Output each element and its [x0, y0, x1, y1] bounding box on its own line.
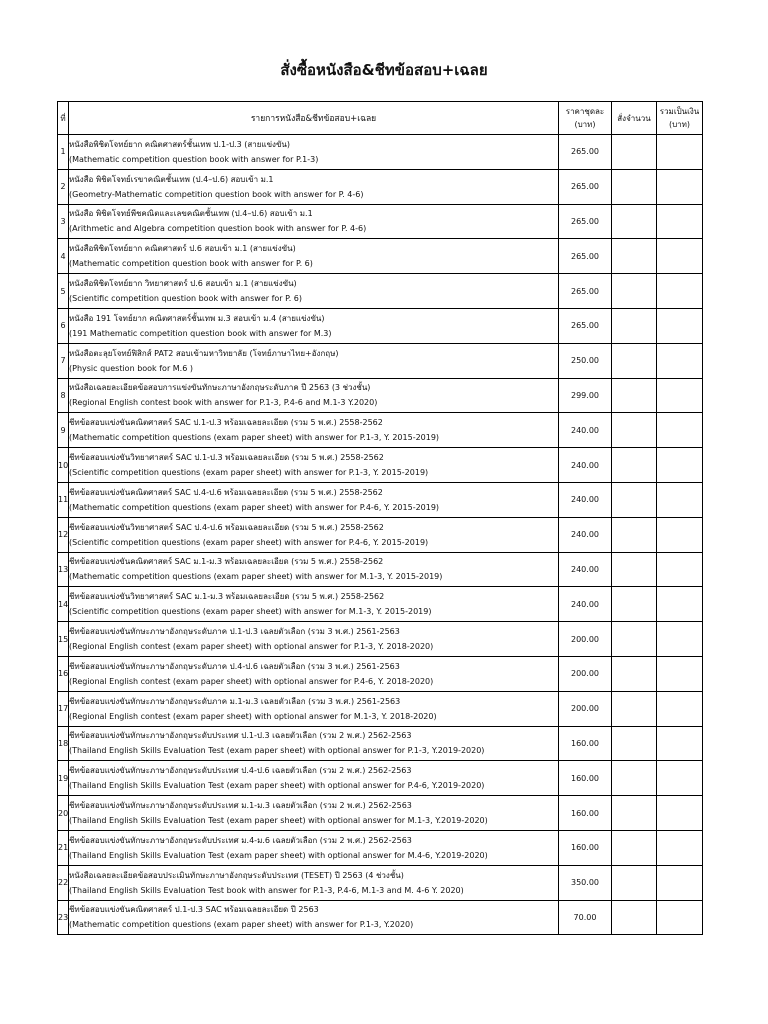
item-total-cell: [657, 169, 703, 204]
item-total-cell: [657, 656, 703, 691]
item-description: [69, 448, 559, 483]
item-number: 14: [58, 587, 69, 622]
header-total: [657, 102, 703, 135]
item-number: 16: [58, 656, 69, 691]
item-title-english: (Thailand English Skills Evaluation Test (exam paper sheet) with optional answer for P.1-3, Y.2019-2020): [69, 746, 485, 756]
item-total-cell: [657, 796, 703, 831]
table-row: [58, 448, 703, 483]
item-number: 20: [58, 796, 69, 831]
item-price: 350.00: [559, 865, 612, 900]
item-price: 265.00: [559, 274, 612, 309]
item-number: 4: [58, 239, 69, 274]
item-title-english: (Thailand English Skills Evaluation Test (exam paper sheet) with optional answer for M.4-6, Y.2019-2020): [69, 850, 488, 860]
item-description: [69, 656, 559, 691]
table-row: [58, 656, 703, 691]
item-title-english: (Regional English contest (exam paper sheet) with optional answer for P.4-6, Y. 2018-2020): [69, 676, 434, 686]
item-description: [69, 691, 559, 726]
item-total-cell: [657, 448, 703, 483]
item-title-thai: ชีทข้อสอบแข่งขันวิทยาศาสตร์ SAC ป.4-ป.6 พร้อมเฉลยละเอียด (รวม 5 พ.ศ.) 2558-2562: [69, 522, 384, 532]
item-description: [69, 552, 559, 587]
item-price: 240.00: [559, 413, 612, 448]
item-quantity-cell[interactable]: [612, 169, 657, 204]
table-row: [58, 552, 703, 587]
item-title-english: (Mathematic competition questions (exam paper sheet) with answer for P.4-6, Y. 2015-2019): [69, 502, 440, 512]
item-total-cell: [657, 517, 703, 552]
item-number: 17: [58, 691, 69, 726]
item-total-cell: [657, 413, 703, 448]
item-quantity-cell[interactable]: [612, 135, 657, 170]
item-quantity-cell[interactable]: [612, 691, 657, 726]
table-row: [58, 796, 703, 831]
item-number: 6: [58, 308, 69, 343]
item-description: [69, 204, 559, 239]
item-quantity-cell[interactable]: [612, 865, 657, 900]
header-price-label: ราคาชุดละ: [565, 107, 605, 116]
item-description: [69, 622, 559, 657]
item-total-cell: [657, 308, 703, 343]
item-title-thai: หนังสือ พิชิตโจทย์พีชคณิตและเลขคณิตชั้นเทพ (ป.4–ป.6) สอบเข้า ม.1: [69, 209, 313, 219]
item-quantity-cell[interactable]: [612, 900, 657, 935]
item-price: 265.00: [559, 204, 612, 239]
item-description: [69, 308, 559, 343]
item-number: 10: [58, 448, 69, 483]
item-total-cell: [657, 274, 703, 309]
item-description: [69, 761, 559, 796]
table-row: [58, 308, 703, 343]
item-quantity-cell[interactable]: [612, 308, 657, 343]
item-title-english: (Scientific competition questions (exam paper sheet) with answer for P.4-6, Y. 2015-2019): [69, 537, 429, 547]
item-title-english: (Mathematic competition questions (exam paper sheet) with answer for P.1-3, Y. 2015-2019): [69, 433, 440, 443]
item-price: 265.00: [559, 239, 612, 274]
item-description: [69, 343, 559, 378]
item-total-cell: [657, 482, 703, 517]
item-number: 19: [58, 761, 69, 796]
table-row: [58, 622, 703, 657]
item-price: 200.00: [559, 622, 612, 657]
item-title-english: (Regional English contest book with answer for P.1-3, P.4-6 and M.1-3 Y.2020): [69, 398, 378, 408]
item-number: 12: [58, 517, 69, 552]
item-number: 9: [58, 413, 69, 448]
item-title-english: (Physic question book for M.6 ): [69, 363, 193, 373]
item-number: 7: [58, 343, 69, 378]
item-price: 200.00: [559, 656, 612, 691]
item-quantity-cell[interactable]: [612, 552, 657, 587]
item-description: [69, 865, 559, 900]
item-title-thai: หนังสือเฉลยละเอียดข้อสอบการแข่งขันทักษะภาษาอังกฤษระดับภาค ปี 2563 (3 ช่วงชั้น): [69, 383, 371, 393]
item-number: 11: [58, 482, 69, 517]
table-row: [58, 204, 703, 239]
header-price-unit: (บาท): [574, 120, 596, 129]
item-title-thai: หนังสือ 191 โจทย์ยาก คณิตศาสตร์ชั้นเทพ ม.3 สอบเข้า ม.4 (สายแข่งขัน): [69, 313, 325, 323]
item-price: 160.00: [559, 761, 612, 796]
item-total-cell: [657, 239, 703, 274]
item-price: 250.00: [559, 343, 612, 378]
item-quantity-cell[interactable]: [612, 656, 657, 691]
table-row: [58, 761, 703, 796]
item-title-thai: ชีทข้อสอบแข่งขันคณิตศาสตร์ SAC ป.1-ป.3 พร้อมเฉลยละเอียด (รวม 5 พ.ศ.) 2558-2562: [69, 418, 383, 428]
item-title-english: (Mathematic competition question book with answer for P. 6): [69, 259, 313, 269]
header-quantity: [612, 102, 657, 135]
item-total-cell: [657, 622, 703, 657]
item-price: 240.00: [559, 482, 612, 517]
item-title-thai: ชีทข้อสอบแข่งขันทักษะภาษาอังกฤษระดับประเทศ ม.1-ม.3 เฉลยตัวเลือก (รวม 2 พ.ศ.) 2562-2563: [69, 801, 412, 811]
item-number: 23: [58, 900, 69, 935]
table-row: [58, 169, 703, 204]
item-number: 1: [58, 135, 69, 170]
header-description: รายการหนังสือ&ชีทข้อสอบ+เฉลย: [69, 102, 559, 135]
item-title-thai: ชีทข้อสอบแข่งขันวิทยาศาสตร์ SAC ม.1-ม.3 พร้อมเฉลยละเอียด (รวม 5 พ.ศ.) 2558-2562: [69, 592, 385, 602]
item-quantity-cell[interactable]: [612, 587, 657, 622]
header-total-unit: (บาท): [668, 120, 691, 129]
page-title: สั่งซื้อหนังสือ&ชีทข้อสอบ+เฉลย: [280, 61, 488, 79]
item-title-thai: หนังสือพิชิตโจทย์ยาก คณิตศาสตร์ ป.6 สอบเข้า ม.1 (สายแข่งขัน): [69, 244, 296, 254]
item-title-thai: ชีทข้อสอบแข่งขันทักษะภาษาอังกฤษระดับประเทศ ป.4-ป.6 เฉลยตัวเลือก (รวม 2 พ.ศ.) 2562-2563: [69, 766, 412, 776]
item-title-english: (Thailand English Skills Evaluation Test book with answer for P.1-3, P.4-6, M.1-3 and M. 4-6 Y. 2020): [69, 885, 464, 895]
table-header-row: [58, 102, 703, 135]
item-number: 8: [58, 378, 69, 413]
item-total-cell: [657, 761, 703, 796]
item-quantity-cell[interactable]: [612, 413, 657, 448]
item-title-english: (Regional English contest (exam paper sheet) with optional answer for P.1-3, Y. 2018-2020): [69, 642, 434, 652]
item-title-english: (Geometry-Mathematic competition question book with answer for P. 4-6): [69, 189, 364, 199]
item-description: [69, 726, 559, 761]
item-number: 3: [58, 204, 69, 239]
item-price: 265.00: [559, 135, 612, 170]
header-quantity-label: สั่งจำนวน: [617, 113, 651, 123]
item-description: [69, 413, 559, 448]
item-number: 15: [58, 622, 69, 657]
item-total-cell: [657, 378, 703, 413]
item-number: 2: [58, 169, 69, 204]
item-description: [69, 587, 559, 622]
item-total-cell: [657, 830, 703, 865]
table-row: [58, 482, 703, 517]
item-price: 160.00: [559, 796, 612, 831]
item-description: [69, 239, 559, 274]
item-price: 299.00: [559, 378, 612, 413]
item-title-english: (Mathematic competition questions (exam paper sheet) with answer for M.1-3, Y. 2015-2019): [69, 572, 443, 582]
item-description: [69, 830, 559, 865]
item-price: 70.00: [559, 900, 612, 935]
item-price: 240.00: [559, 448, 612, 483]
item-quantity-cell[interactable]: [612, 204, 657, 239]
item-quantity-cell[interactable]: [612, 239, 657, 274]
item-title-english: (191 Mathematic competition question book with answer for M.3): [69, 328, 332, 338]
item-description: [69, 378, 559, 413]
item-title-thai: ชีทข้อสอบแข่งขันคณิตศาสตร์ SAC ป.4-ป.6 พร้อมเฉลยละเอียด (รวม 5 พ.ศ.) 2558-2562: [69, 487, 383, 497]
item-total-cell: [657, 900, 703, 935]
table-row: [58, 726, 703, 761]
item-total-cell: [657, 343, 703, 378]
item-title-thai: ชีทข้อสอบแข่งขันคณิตศาสตร์ SAC ม.1-ม.3 พร้อมเฉลยละเอียด (รวม 5 พ.ศ.) 2558-2562: [69, 557, 384, 567]
item-price: 265.00: [559, 308, 612, 343]
item-price: 240.00: [559, 517, 612, 552]
table-row: [58, 413, 703, 448]
item-price: 240.00: [559, 552, 612, 587]
item-title-thai: ชีทข้อสอบแข่งขันทักษะภาษาอังกฤษระดับภาค ป.1-ป.3 เฉลยตัวเลือก (รวม 3 พ.ศ.) 2561-2563: [69, 627, 400, 637]
item-total-cell: [657, 135, 703, 170]
item-description: [69, 482, 559, 517]
item-title-thai: ชีทข้อสอบแข่งขันทักษะภาษาอังกฤษระดับภาค ป.4-ป.6 เฉลยตัวเลือก (รวม 3 พ.ศ.) 2561-2563: [69, 661, 400, 671]
item-quantity-cell[interactable]: [612, 448, 657, 483]
item-title-english: (Scientific competition question book with answer for P. 6): [69, 294, 302, 304]
item-description: [69, 169, 559, 204]
item-quantity-cell[interactable]: [612, 796, 657, 831]
table-row: [58, 691, 703, 726]
item-title-english: (Regional English contest (exam paper sheet) with optional answer for M.1-3, Y. 2018-2020): [69, 711, 437, 721]
item-total-cell: [657, 865, 703, 900]
item-description: [69, 135, 559, 170]
item-number: 13: [58, 552, 69, 587]
item-total-cell: [657, 587, 703, 622]
item-title-english: (Arithmetic and Algebra competition question book with answer for P. 4-6): [69, 224, 367, 234]
table-row: [58, 135, 703, 170]
item-title-english: (Thailand English Skills Evaluation Test (exam paper sheet) with optional answer for P.4-6, Y.2019-2020): [69, 781, 485, 791]
item-number: 21: [58, 830, 69, 865]
item-description: [69, 274, 559, 309]
item-quantity-cell[interactable]: [612, 378, 657, 413]
table-row: [58, 378, 703, 413]
item-description: [69, 517, 559, 552]
item-title-thai: ชีทข้อสอบแข่งขันทักษะภาษาอังกฤษระดับประเทศ ป.1-ป.3 เฉลยตัวเลือก (รวม 2 พ.ศ.) 2562-2563: [69, 731, 412, 741]
item-title-thai: หนังสือตะลุยโจทย์ฟิสิกส์ PAT2 สอบเข้ามหาวิทยาลัย (โจทย์ภาษาไทย+อังกฤษ): [69, 348, 339, 358]
item-description: [69, 796, 559, 831]
order-table: [57, 101, 703, 935]
item-price: 200.00: [559, 691, 612, 726]
item-title-thai: ชีทข้อสอบแข่งขันทักษะภาษาอังกฤษระดับภาค ม.1-ม.3 เฉลยตัวเลือก (รวม 3 พ.ศ.) 2561-2563: [69, 696, 401, 706]
item-number: 5: [58, 274, 69, 309]
item-total-cell: [657, 726, 703, 761]
table-row: [58, 517, 703, 552]
item-number: 22: [58, 865, 69, 900]
item-title-thai: หนังสือ พิชิตโจทย์เรขาคณิตชั้นเทพ (ป.4–ป.6) สอบเข้า ม.1: [69, 174, 274, 184]
item-quantity-cell[interactable]: [612, 482, 657, 517]
item-title-english: (Scientific competition questions (exam paper sheet) with answer for M.1-3, Y. 2015-2019): [69, 607, 432, 617]
table-row: [58, 865, 703, 900]
table-row: [58, 343, 703, 378]
item-title-thai: หนังสือพิชิตโจทย์ยาก คณิตศาสตร์ชั้นเทพ ป.1-ป.3 (สายแข่งขัน): [69, 139, 291, 149]
item-description: [69, 900, 559, 935]
item-price: 265.00: [559, 169, 612, 204]
item-quantity-cell[interactable]: [612, 343, 657, 378]
item-price: 160.00: [559, 726, 612, 761]
table-row: [58, 239, 703, 274]
item-title-english: (Thailand English Skills Evaluation Test (exam paper sheet) with optional answer for M.1-3, Y.2019-2020): [69, 816, 488, 826]
item-title-english: (Scientific competition questions (exam paper sheet) with answer for P.1-3, Y. 2015-2019): [69, 468, 429, 478]
header-no: ที่: [58, 102, 69, 135]
header-total-label: รวมเป็นเงิน: [659, 107, 700, 116]
item-quantity-cell[interactable]: [612, 622, 657, 657]
item-title-thai: หนังสือพิชิตโจทย์ยาก วิทยาศาสตร์ ป.6 สอบเข้า ม.1 (สายแข่งขัน): [69, 279, 297, 289]
item-quantity-cell[interactable]: [612, 517, 657, 552]
item-total-cell: [657, 552, 703, 587]
item-number: 18: [58, 726, 69, 761]
item-title-thai: ชีทข้อสอบแข่งขันทักษะภาษาอังกฤษระดับประเทศ ม.4-ม.6 เฉลยตัวเลือก (รวม 2 พ.ศ.) 2562-2563: [69, 835, 412, 845]
item-quantity-cell[interactable]: [612, 830, 657, 865]
item-title-thai: ชีทข้อสอบแข่งขันวิทยาศาสตร์ SAC ป.1-ป.3 พร้อมเฉลยละเอียด (รวม 5 พ.ศ.) 2558-2562: [69, 453, 384, 463]
table-row: [58, 900, 703, 935]
item-price: 240.00: [559, 587, 612, 622]
item-title-english: (Mathematic competition question book with answer for P.1-3): [69, 154, 319, 164]
table-row: [58, 274, 703, 309]
table-row: [58, 830, 703, 865]
item-total-cell: [657, 204, 703, 239]
item-quantity-cell[interactable]: [612, 761, 657, 796]
item-title-thai: หนังสือเฉลยละเอียดข้อสอบประเมินทักษะภาษาอังกฤษระดับประเทศ (TESET) ปี 2563 (4 ช่วงชั้น): [69, 870, 404, 880]
item-title-thai: ชีทข้อสอบแข่งขันคณิตศาสตร์ ป.1-ป.3 SAC พร้อมเฉลยละเอียด ปี 2563: [69, 905, 319, 915]
header-price: [559, 102, 612, 135]
item-title-english: (Mathematic competition questions (exam paper sheet) with answer for P.1-3, Y.2020): [69, 920, 414, 930]
item-quantity-cell[interactable]: [612, 726, 657, 761]
item-quantity-cell[interactable]: [612, 274, 657, 309]
table-row: [58, 587, 703, 622]
item-total-cell: [657, 691, 703, 726]
item-price: 160.00: [559, 830, 612, 865]
